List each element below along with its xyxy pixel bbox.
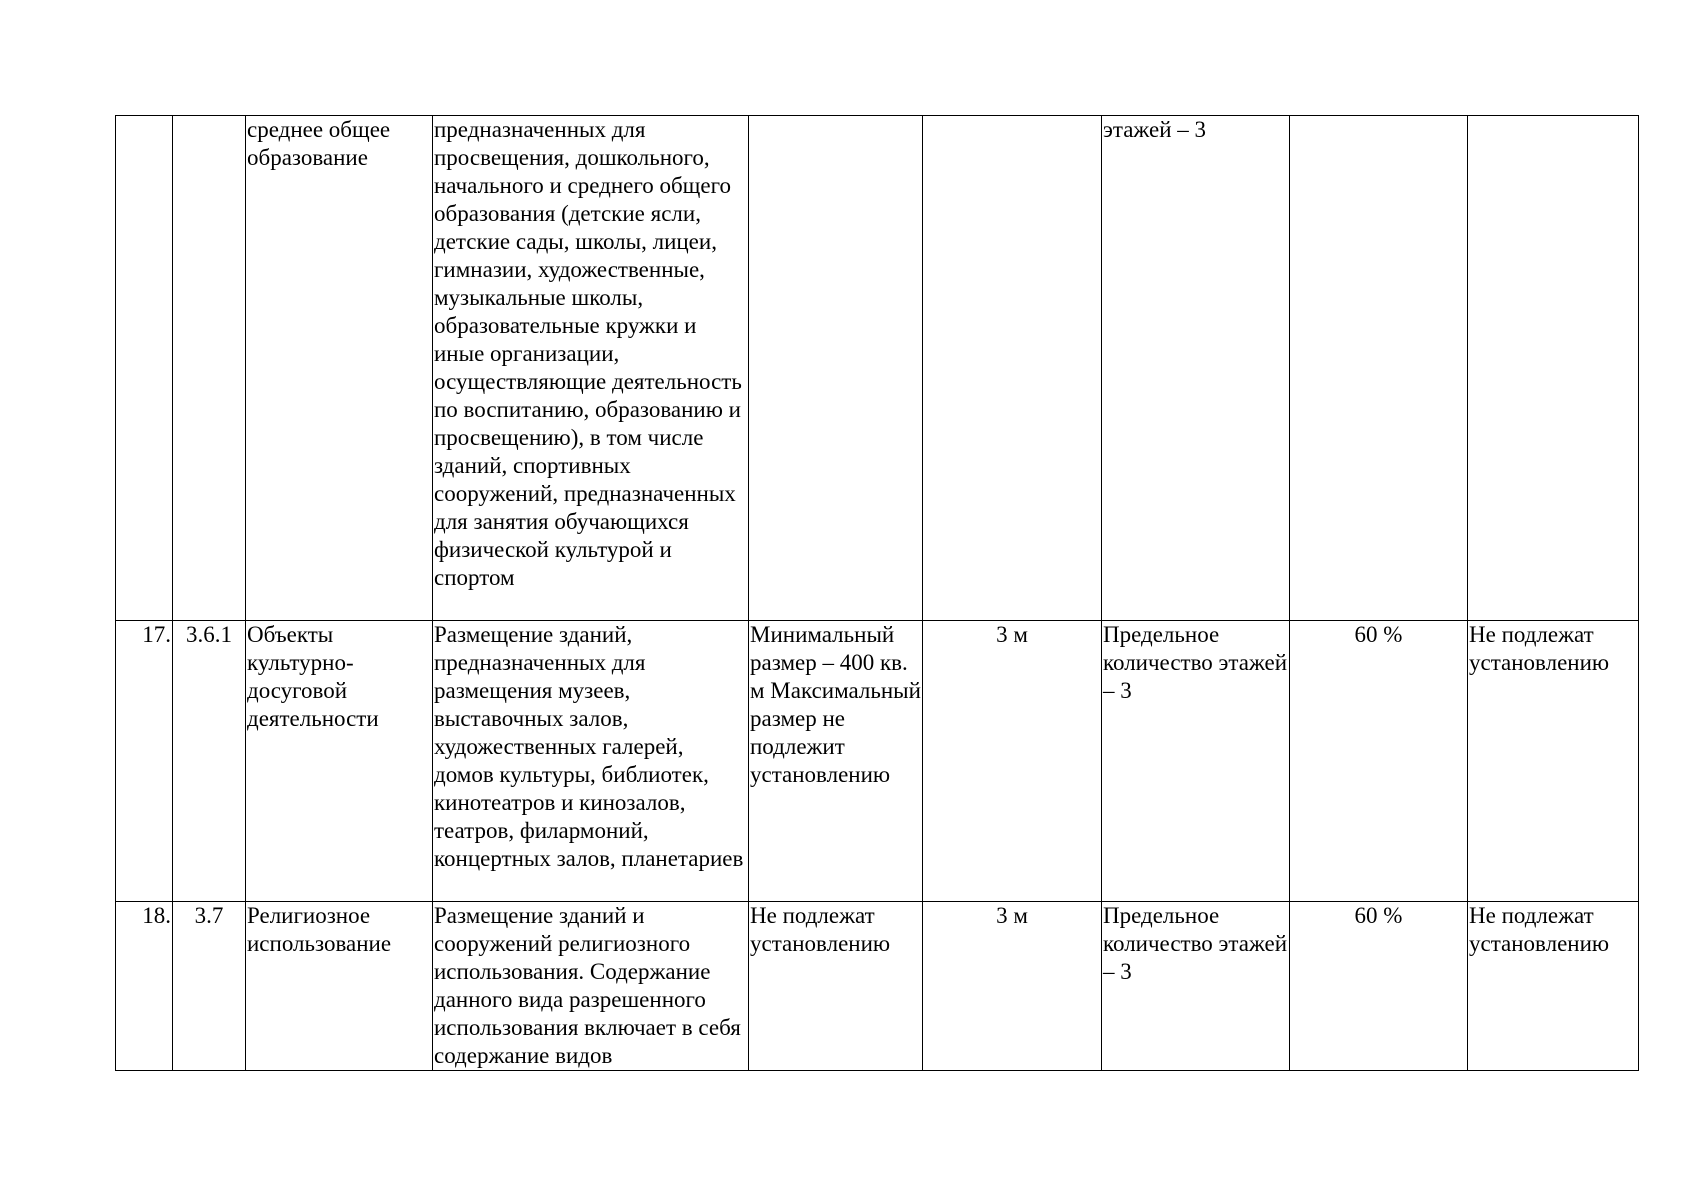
setback-cell (923, 902, 1102, 1071)
row-number: 18. (142, 903, 171, 928)
floors-cell (1102, 116, 1290, 621)
plot-size-cell (749, 116, 923, 621)
code-cell (173, 116, 246, 621)
floors: Предельное количество этажей – 3 (1103, 622, 1288, 703)
coverage-cell (1290, 116, 1468, 621)
coverage: 60 % (1354, 622, 1403, 647)
setback-cell (923, 621, 1102, 902)
name-cell (246, 116, 433, 621)
code-cell (173, 902, 246, 1071)
table-row (116, 902, 1639, 1071)
row-number-cell (116, 621, 173, 902)
other-params: Не подлежат установлению (1469, 622, 1610, 675)
floors: этажей – 3 (1103, 117, 1207, 142)
setback: 3 м (996, 622, 1028, 647)
plot-size: Минимальный размер – 400 кв. м Максимальный размер не подлежит установлению (750, 622, 921, 787)
floors-cell (1102, 902, 1290, 1071)
row-number-cell (116, 116, 173, 621)
coverage-cell (1290, 902, 1468, 1071)
use-description: Размещение зданий и сооружений религиозного использования. Содержание данного вида разрешенного использования включает в себя содержание видов (434, 903, 741, 1068)
use-description: Размещение зданий, предназначенных для размещения музеев, выставочных залов, художественных галерей, домов культуры, библиотек, кинотеатров и кинозалов, театров, филармоний, концертных залов, планетариев (434, 622, 744, 871)
table-row (116, 116, 1639, 621)
use-name: Объекты культурно-досуговой деятельности (247, 622, 379, 731)
coverage-cell (1290, 621, 1468, 902)
use-code: 3.6.1 (186, 622, 232, 647)
plot-size-cell (749, 902, 923, 1071)
table-row (116, 621, 1639, 902)
setback-cell (923, 116, 1102, 621)
other-cell (1468, 902, 1639, 1071)
other-cell (1468, 621, 1639, 902)
plot-size-cell (749, 621, 923, 902)
use-name: Религиозное использование (247, 903, 392, 956)
description-cell (433, 621, 749, 902)
name-cell (246, 621, 433, 902)
other-cell (1468, 116, 1639, 621)
floors: Предельное количество этажей – 3 (1103, 903, 1288, 984)
use-name: среднее общее образование (247, 117, 391, 170)
plot-size: Не подлежат установлению (750, 903, 891, 956)
row-number: 17. (142, 622, 171, 647)
floors-cell (1102, 621, 1290, 902)
code-cell (173, 621, 246, 902)
name-cell (246, 902, 433, 1071)
other-params: Не подлежат установлению (1469, 903, 1610, 956)
setback: 3 м (996, 903, 1028, 928)
row-number-cell (116, 902, 173, 1071)
land-use-table (115, 115, 1639, 1071)
use-code: 3.7 (194, 903, 224, 928)
description-cell (433, 902, 749, 1071)
use-description: предназначенных для просвещения, дошкольного, начального и среднего общего образования (детские ясли, детские сады, школы, лицеи, гимназии, художественные, музыкальные школы, образовательные кружки и иные организации, осуществляющие деятельность по воспитанию, образованию и просвещению), в том числе зданий, спортивных сооружений, предназначенных для занятия обучающихся физической культурой и спортом (434, 117, 742, 590)
description-cell (433, 116, 749, 621)
coverage: 60 % (1354, 903, 1403, 928)
